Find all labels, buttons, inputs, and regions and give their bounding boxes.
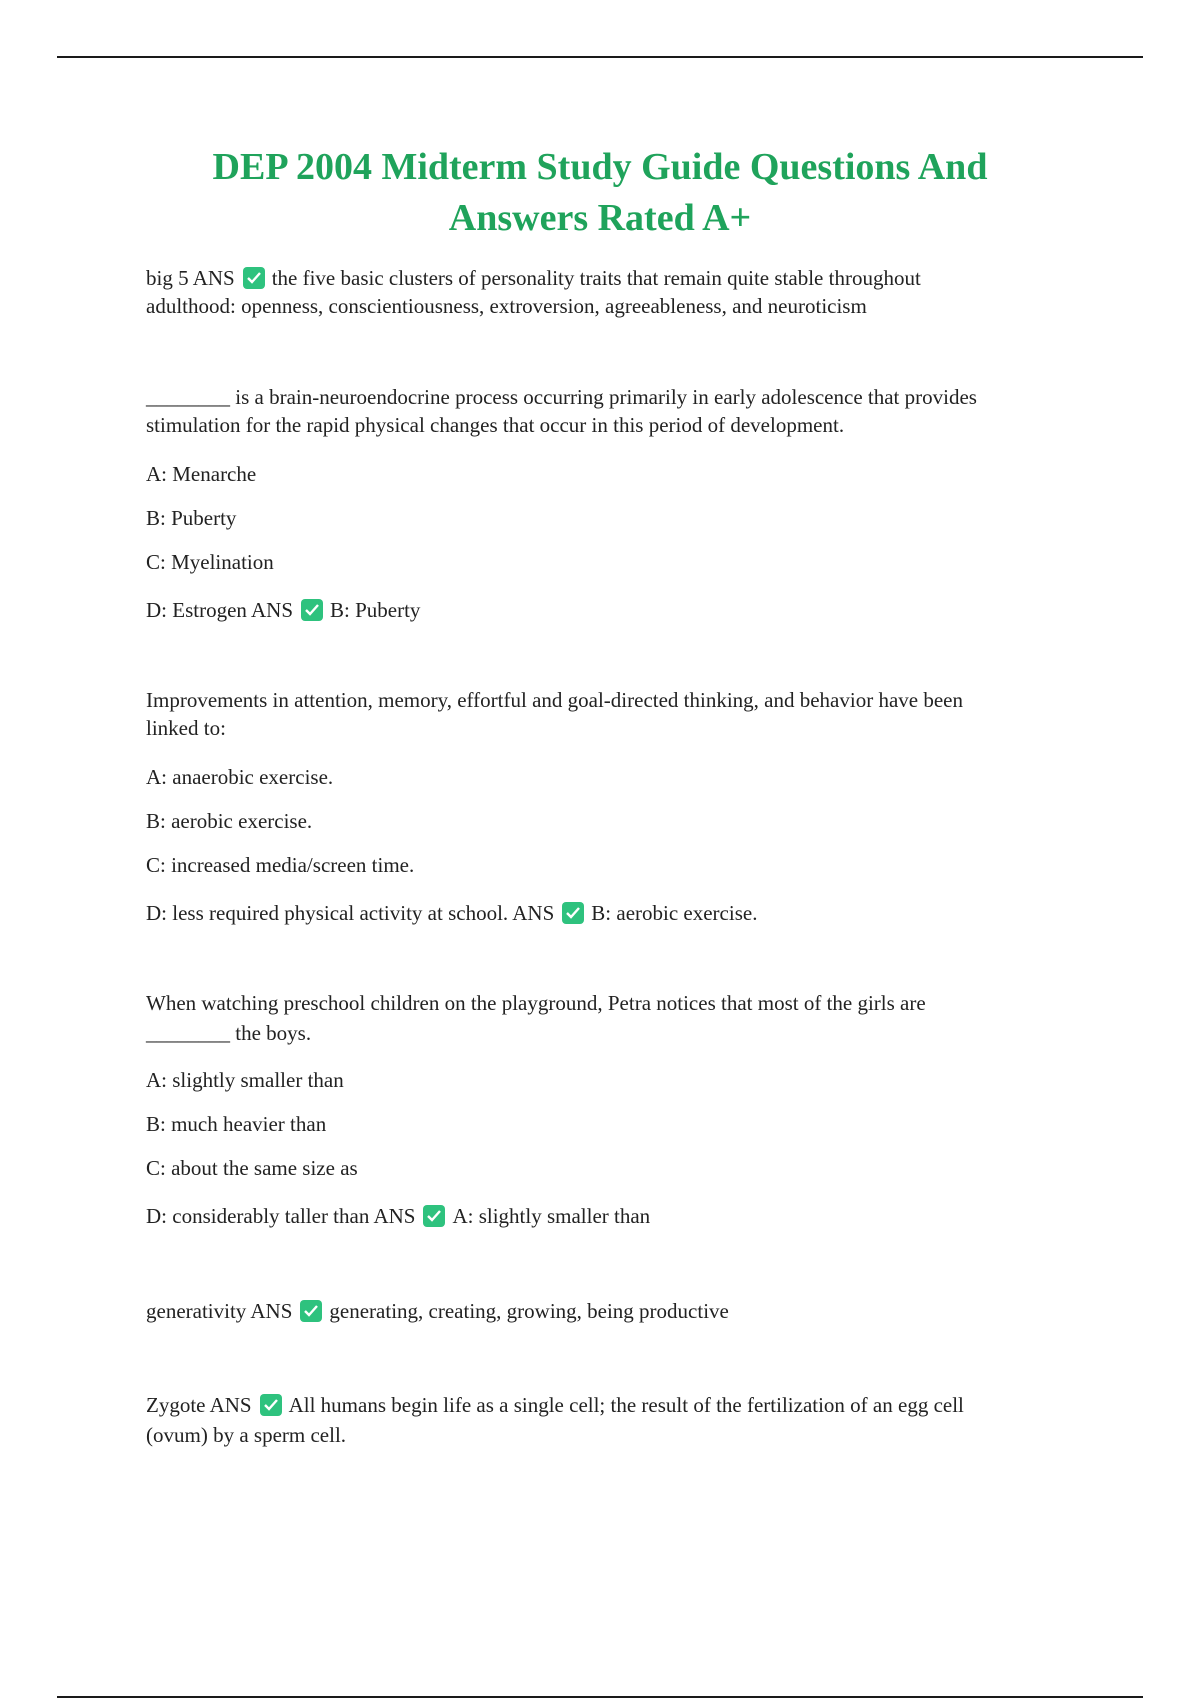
question-text: ________ is a brain-neuroendocrine process occurring primarily in early adolescence that provides <box>146 385 977 409</box>
bottom-rule <box>57 1696 1143 1698</box>
answer-text-continued: adulthood: openness, conscientiousness, extroversion, agreeableness, and neuroticism <box>146 294 867 318</box>
option: C: increased media/screen time. <box>146 853 415 877</box>
flashcard-big-5 <box>146 264 1086 320</box>
option: A: anaerobic exercise. <box>146 765 334 789</box>
option-with-answer <box>146 596 1086 624</box>
ans-label: ANS <box>373 1204 416 1228</box>
flashcard-generativity <box>146 1297 1086 1325</box>
option-with-answer <box>146 899 1086 927</box>
option: D: less required physical activity at school. <box>146 901 509 925</box>
check-mark-icon <box>301 599 323 621</box>
answer-text: A: slightly smaller than <box>452 1204 651 1228</box>
question-text-continued: ________ the boys. <box>146 1021 312 1045</box>
ans-label: ANS <box>192 266 235 290</box>
question-playground <box>146 989 1086 1047</box>
option: C: Myelination <box>146 550 274 574</box>
question-text-continued: stimulation for the rapid physical changes that occur in this period of development. <box>146 413 845 437</box>
term: generativity <box>146 1299 247 1323</box>
answer-text: B: Puberty <box>330 598 421 622</box>
option-with-answer <box>146 1202 1086 1230</box>
check-mark-icon <box>562 902 584 924</box>
check-mark-icon <box>300 1300 322 1322</box>
check-mark-icon <box>423 1205 445 1227</box>
check-mark-icon <box>243 267 265 289</box>
option: B: much heavier than <box>146 1112 327 1136</box>
ans-label: ANS <box>512 901 555 925</box>
option: D: Estrogen <box>146 598 247 622</box>
answer-text: All humans begin life as a single cell; the result of the fertilization of an egg cell <box>288 1393 964 1417</box>
answer-text: generating, creating, growing, being productive <box>329 1299 729 1323</box>
term: Zygote <box>146 1393 206 1417</box>
flashcard-zygote <box>146 1391 1086 1449</box>
ans-label: ANS <box>251 598 294 622</box>
term: big 5 <box>146 266 189 290</box>
question-text: When watching preschool children on the playground, Petra notices that most of the girls are <box>146 991 926 1015</box>
question-exercise <box>146 686 1086 742</box>
option: B: aerobic exercise. <box>146 809 313 833</box>
ans-label: ANS <box>209 1393 252 1417</box>
answer-text: B: aerobic exercise. <box>591 901 758 925</box>
answer-text: the five basic clusters of personality traits that remain quite stable throughout <box>271 266 921 290</box>
answer-text-continued: (ovum) by a sperm cell. <box>146 1423 347 1447</box>
ans-label: ANS <box>250 1299 293 1323</box>
top-rule <box>57 56 1143 58</box>
question-text-continued: linked to: <box>146 716 226 740</box>
option: A: Menarche <box>146 462 257 486</box>
question-puberty <box>146 383 1086 439</box>
question-text: Improvements in attention, memory, effortful and goal-directed thinking, and behavior have been <box>146 688 963 712</box>
option: D: considerably taller than <box>146 1204 370 1228</box>
check-mark-icon <box>260 1394 282 1416</box>
option: A: slightly smaller than <box>146 1068 344 1092</box>
option: C: about the same size as <box>146 1156 358 1180</box>
option: B: Puberty <box>146 506 237 530</box>
page-title: DEP 2004 Midterm Study Guide Questions And Answers Rated A+ <box>212 146 988 239</box>
